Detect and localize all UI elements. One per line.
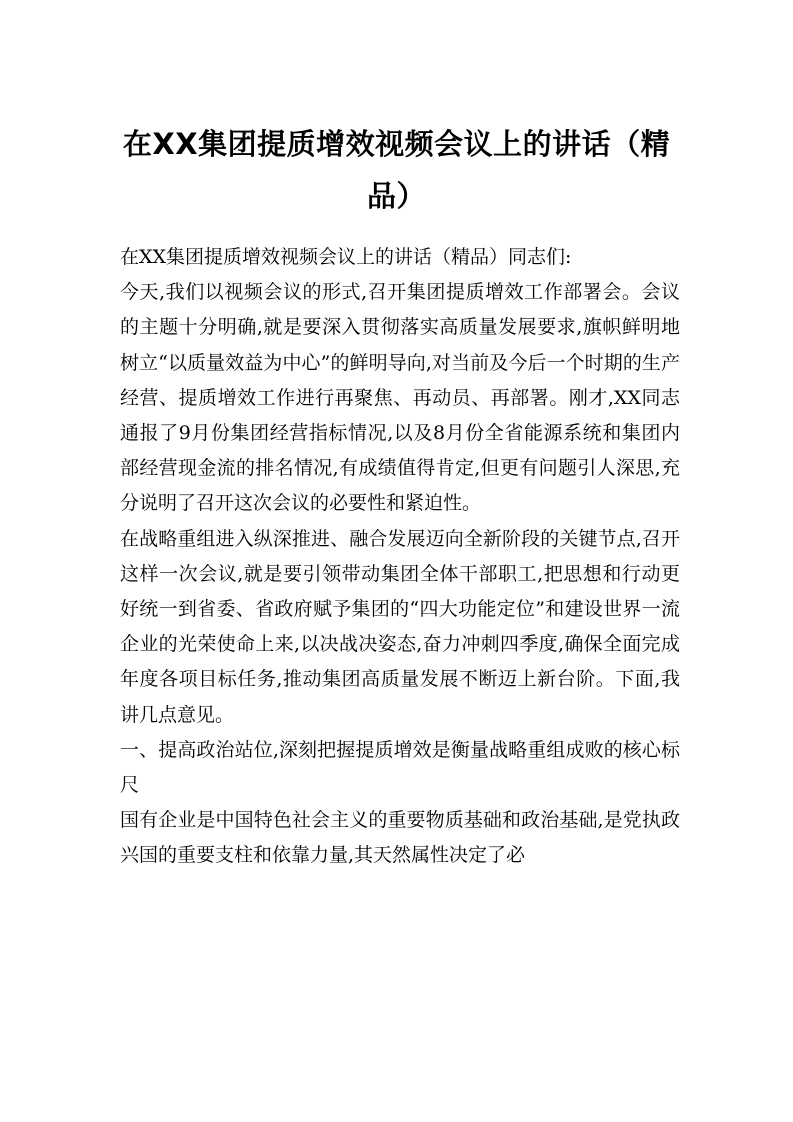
document-title: 在XX集团提质增效视频会议上的讲话（精品） [122, 127, 671, 213]
paragraph-purpose: 在战略重组进入纵深推进、融合发展迈向全新阶段的关键节点,召开这样一次会议,就是要引领带动集团全体干部职工,把思想和行动更好统一到省委、省政府赋予集团的“四大功能定位”和建设世界一流企业的光荣使命上来,以决战决姿态,奋力冲刺四季度,确保全面完成年度各项目标任务,推动集团高质量发展不断迈上新台阶。下面,我讲几点意见。 [120, 527, 680, 726]
document-body [120, 240, 680, 874]
paragraph-salutation: 在XX集团提质增效视频会议上的讲话（精品）同志们: [120, 246, 572, 268]
paragraph-section-1: 国有企业是中国特色社会主义的重要物质基础和政治基础,是党执政兴国的重要支柱和依靠力量,其天然属性决定了必 [120, 809, 680, 867]
section-heading-1: 一、提高政治站位,深刻把握提质增效是衡量战略重组成败的核心标尺 [120, 738, 680, 797]
paragraph-intro: 今天,我们以视频会议的形式,召开集团提质增效工作部署会。会议的主题十分明确,就是要深入贯彻落实高质量发展要求,旗帜鲜明地树立“以质量效益为中心”的鲜明导向,对当前及今后一个时期的生产经营、提质增效工作进行再聚焦、再动员、再部署。刚才,XX同志通报了9月份集团经营指标情况,以及8月份全省能源系统和集团内部经营现金流的排名情况,有成绩值得肯定,但更有问题引人深思,充分说明了召开这次会议的必要性和紧迫性。 [120, 281, 680, 515]
